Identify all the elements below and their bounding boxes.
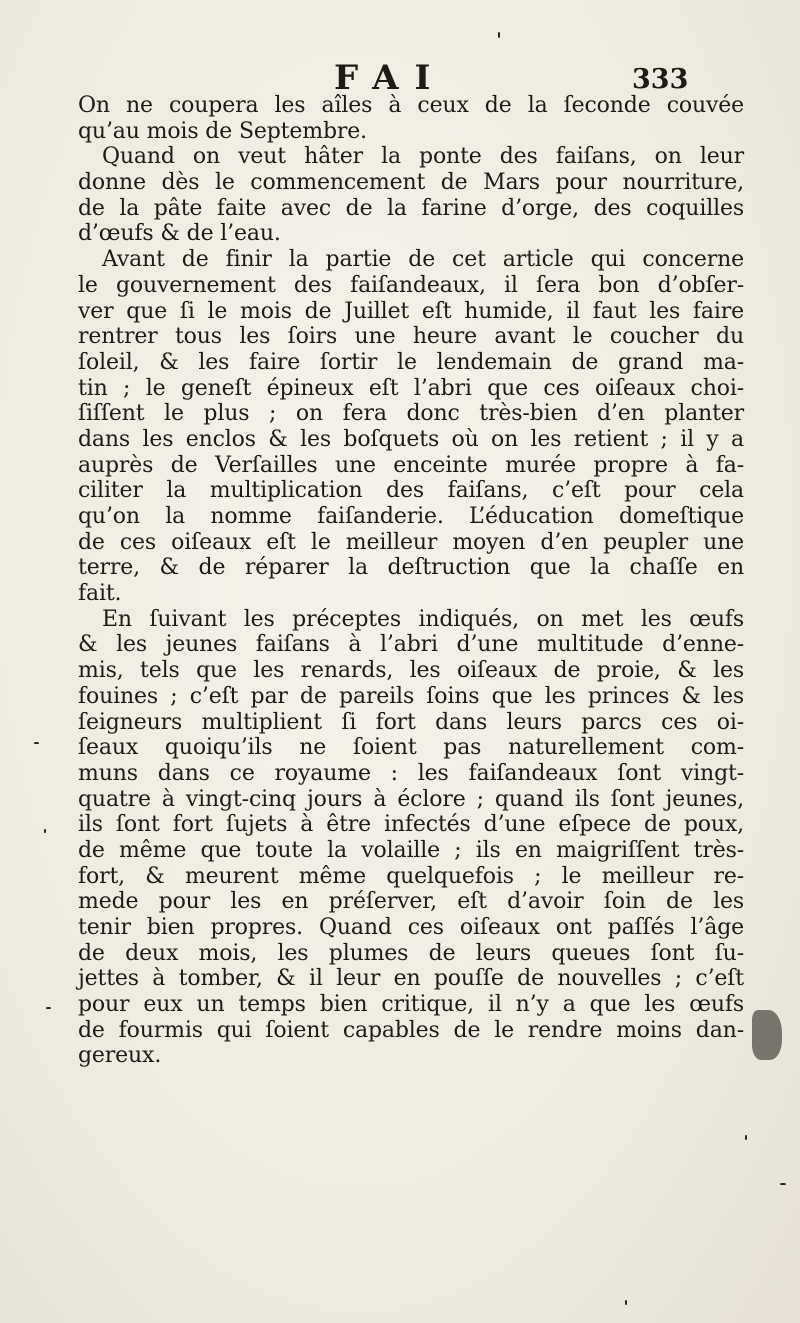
text-line: ſeaux quoiqu’ils ne ſoient pas naturellement com- xyxy=(78,735,744,761)
text-line: ſiſſent le plus ; on fera donc très-bien d’en planter xyxy=(78,401,744,427)
running-head: FAI xyxy=(334,58,447,98)
text-line: qu’au mois de Septembre. xyxy=(78,118,367,144)
text-line: fort, & meurent même quelquefois ; le meilleur re- xyxy=(78,863,744,889)
page-header xyxy=(0,58,800,98)
text-line: pour eux un temps bien critique, il n’y a que les œufs xyxy=(78,992,744,1018)
text-line: de même que toute la volaille ; ils en maigriſſent très- xyxy=(78,837,744,863)
text-line: & les jeunes faiſans à l’abri d’une multitude d’enne- xyxy=(78,632,744,658)
body-text xyxy=(78,93,744,1069)
ink-spot xyxy=(625,1300,627,1305)
edge-damage xyxy=(752,1010,782,1060)
text-line: auprès de Verſailles une enceinte murée propre à fa- xyxy=(78,452,744,478)
ink-spot xyxy=(46,1007,51,1009)
text-line: rentrer tous les ſoirs une heure avant le coucher du xyxy=(78,324,744,350)
text-line: Avant de finir la partie de cet article qui concerne xyxy=(102,247,744,273)
ink-spot xyxy=(780,1183,786,1185)
text-line: ſoleil, & les faire ſortir le lendemain de grand ma- xyxy=(78,349,744,375)
text-line: En ſuivant les préceptes indiqués, on met les œufs xyxy=(102,606,744,632)
text-line: dans les enclos & les boſquets où on les retient ; il y a xyxy=(78,426,744,452)
text-line: Quand on veut hâter la ponte des faiſans, on leur xyxy=(102,144,744,170)
text-line: ver que ſi le mois de Juillet eſt humide, il faut les faire xyxy=(78,298,744,324)
text-line: qu’on la nomme faiſanderie. L’éducation domeſtique xyxy=(78,504,744,529)
text-line: ils ſont fort ſujets à être infectés d’une eſpece de poux, xyxy=(78,812,744,838)
text-line: donne dès le commencement de Mars pour nourriture, xyxy=(78,170,744,196)
text-line: de la pâte faite avec de la farine d’orge, des coquilles xyxy=(78,195,744,221)
text-line: de fourmis qui ſoient capables de le rendre moins dan- xyxy=(78,1017,744,1043)
ink-spot xyxy=(44,829,46,833)
ink-spot xyxy=(498,32,500,38)
text-line: gereux. xyxy=(78,1043,162,1069)
text-line: quatre à vingt-cinq jours à éclore ; quand ils ſont jeunes, xyxy=(78,786,744,812)
text-line: mis, tels que les renards, les oiſeaux de proie, & les xyxy=(78,658,744,684)
text-line: de ces oiſeaux eſt le meilleur moyen d’en peupler une xyxy=(78,529,744,555)
ink-spot xyxy=(745,1135,747,1140)
text-line: muns dans ce royaume : les faiſandeaux ſont vingt- xyxy=(78,760,744,786)
text-line: ciliter la multiplication des faiſans, c’eſt pour cela xyxy=(78,478,744,504)
text-line: fait. xyxy=(78,581,122,607)
text-line: fouines ; c’eſt par de pareils ſoins que les princes & les xyxy=(78,683,744,709)
text-line: d’œufs & de l’eau. xyxy=(78,221,281,247)
ink-spot xyxy=(34,742,39,744)
text-line: jettes à tomber, & il leur en pouſſe de nouvelles ; c’eſt xyxy=(78,966,744,992)
text-line: On ne coupera les aîles à ceux de la ſeconde couvée xyxy=(78,93,744,118)
text-line: tin ; le geneſt épineux eſt l’abri que ces oiſeaux choi- xyxy=(78,375,744,401)
text-line: mede pour les en préſerver, eſt d’avoir ſoin de les xyxy=(78,889,744,915)
text-line: tenir bien propres. Quand ces oiſeaux ont paſſés l’âge xyxy=(78,915,744,940)
text-line: le gouvernement des faiſandeaux, il ſera bon d’obſer- xyxy=(78,272,744,298)
text-line: de deux mois, les plumes de leurs queues ſont ſu- xyxy=(78,940,744,966)
page-number: 333 xyxy=(632,64,689,95)
text-line: terre, & de réparer la deſtruction que la chaſſe en xyxy=(78,555,744,581)
text-line: ſeigneurs multiplient ſi fort dans leurs parcs ces oi- xyxy=(78,709,744,735)
